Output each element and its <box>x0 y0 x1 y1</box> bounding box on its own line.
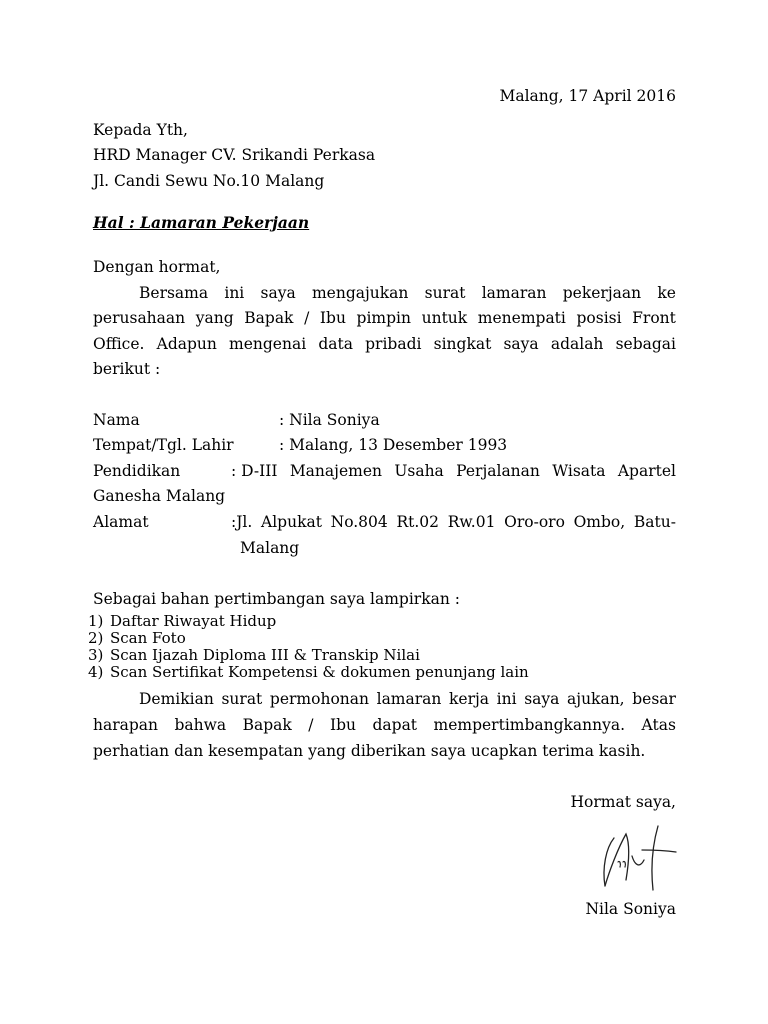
word: yang <box>195 309 234 327</box>
list-item-number: 1) <box>88 612 104 630</box>
word: Perjalanan <box>456 462 540 480</box>
word: lamaran <box>481 284 547 302</box>
word: ini <box>224 284 245 302</box>
word: permohonan <box>269 690 369 708</box>
word: Bapak <box>244 309 294 327</box>
word: Bersama <box>139 284 209 302</box>
intro-line-3 <box>93 334 676 354</box>
list-item-number: 3) <box>88 646 104 664</box>
word: mempertimbangkannya. <box>433 716 626 734</box>
word: perusahaan <box>93 309 186 327</box>
list-item <box>88 613 529 630</box>
greeting: Dengan hormat, <box>93 258 221 276</box>
word: data <box>318 335 353 353</box>
word: ajukan, <box>567 690 625 708</box>
list-item <box>88 630 529 647</box>
word: adalah <box>550 335 604 353</box>
handwritten-signature <box>596 820 682 892</box>
address-value-line-2: Malang <box>240 539 300 557</box>
list-item-text: Scan Sertifikat Kompetensi & dokumen penunjang lain <box>110 663 529 681</box>
word: kerja <box>449 690 490 708</box>
word: No.804 <box>330 513 388 531</box>
word: Usaha <box>394 462 444 480</box>
signer-name: Nila Soniya <box>585 900 676 918</box>
word: Bapak <box>242 716 292 734</box>
word: pimpin <box>356 309 411 327</box>
recipient-salutation: Kepada Yth, <box>93 121 188 139</box>
address-value-line-1 <box>231 512 676 532</box>
sign-off: Hormat saya, <box>570 793 676 811</box>
word: Manajemen <box>289 462 382 480</box>
word: pekerjaan <box>562 284 642 302</box>
word: Ibu <box>329 716 357 734</box>
list-item-text: Scan Ijazah Diploma III & Transkip Nilai <box>110 646 420 664</box>
birth-label: Tempat/Tgl. Lahir <box>93 436 234 454</box>
name-value: : Nila Soniya <box>279 411 380 429</box>
word: ini <box>496 690 517 708</box>
word: / <box>304 309 310 327</box>
list-item-number: 2) <box>88 629 104 647</box>
word: lamaran <box>376 690 442 708</box>
closing-line-1 <box>139 689 676 709</box>
word: surat <box>424 284 466 302</box>
word: Front <box>632 309 676 327</box>
word: : D-III <box>231 462 278 480</box>
intro-line-1 <box>139 283 676 303</box>
attachment-intro: Sebagai bahan pertimbangan saya lampirkan : <box>93 590 460 608</box>
attachment-list <box>88 613 529 681</box>
word: saya <box>260 284 296 302</box>
address-label: Alamat <box>93 513 149 531</box>
word: :Jl. <box>231 513 253 531</box>
word: untuk <box>421 309 468 327</box>
intro-line-2 <box>93 308 676 328</box>
word: Batu- <box>633 513 676 531</box>
word: Ombo, <box>573 513 626 531</box>
word: sebagai <box>615 335 676 353</box>
name-label: Nama <box>93 411 140 429</box>
word: Atas <box>641 716 676 734</box>
word: Apartel <box>617 462 676 480</box>
recipient-address: Jl. Candi Sewu No.10 Malang <box>93 172 325 190</box>
word: Rw.01 <box>447 513 496 531</box>
education-value-line-2: Ganesha Malang <box>93 487 226 505</box>
birth-value: : Malang, 13 Desember 1993 <box>279 436 508 454</box>
word: saya <box>503 335 539 353</box>
education-label: Pendidikan <box>93 462 181 480</box>
word: Office. <box>93 335 145 353</box>
list-item-text: Scan Foto <box>110 629 186 647</box>
list-item <box>88 664 529 681</box>
word: besar <box>632 690 676 708</box>
word: Adapun <box>156 335 217 353</box>
place-date: Malang, 17 April 2016 <box>499 87 676 105</box>
word: singkat <box>433 335 492 353</box>
word: Wisata <box>552 462 606 480</box>
word: bahwa <box>174 716 227 734</box>
word: / <box>308 716 314 734</box>
word: mengenai <box>229 335 307 353</box>
list-item-text: Daftar Riwayat Hidup <box>110 612 277 630</box>
word: menempati <box>477 309 566 327</box>
word: Demikian <box>139 690 214 708</box>
subject-line: Hal : Lamaran Pekerjaan <box>93 213 310 232</box>
recipient-company: HRD Manager CV. Srikandi Perkasa <box>93 146 376 164</box>
word: posisi <box>576 309 622 327</box>
word: Ibu <box>319 309 346 327</box>
word: ke <box>657 284 676 302</box>
education-value-line-1 <box>231 461 676 481</box>
word: mengajukan <box>311 284 409 302</box>
word: Rt.02 <box>396 513 440 531</box>
word: Oro-oro <box>504 513 565 531</box>
list-item-number: 4) <box>88 663 104 681</box>
list-item <box>88 647 529 664</box>
word: saya <box>524 690 560 708</box>
word: dapat <box>372 716 418 734</box>
word: surat <box>221 690 263 708</box>
word: harapan <box>93 716 159 734</box>
word: Alpukat <box>261 513 322 531</box>
closing-line-3: perhatian dan kesempatan yang diberikan saya ucapkan terima kasih. <box>93 742 646 760</box>
intro-line-4: berikut : <box>93 360 161 378</box>
word: pribadi <box>365 335 422 353</box>
closing-line-2 <box>93 715 676 735</box>
